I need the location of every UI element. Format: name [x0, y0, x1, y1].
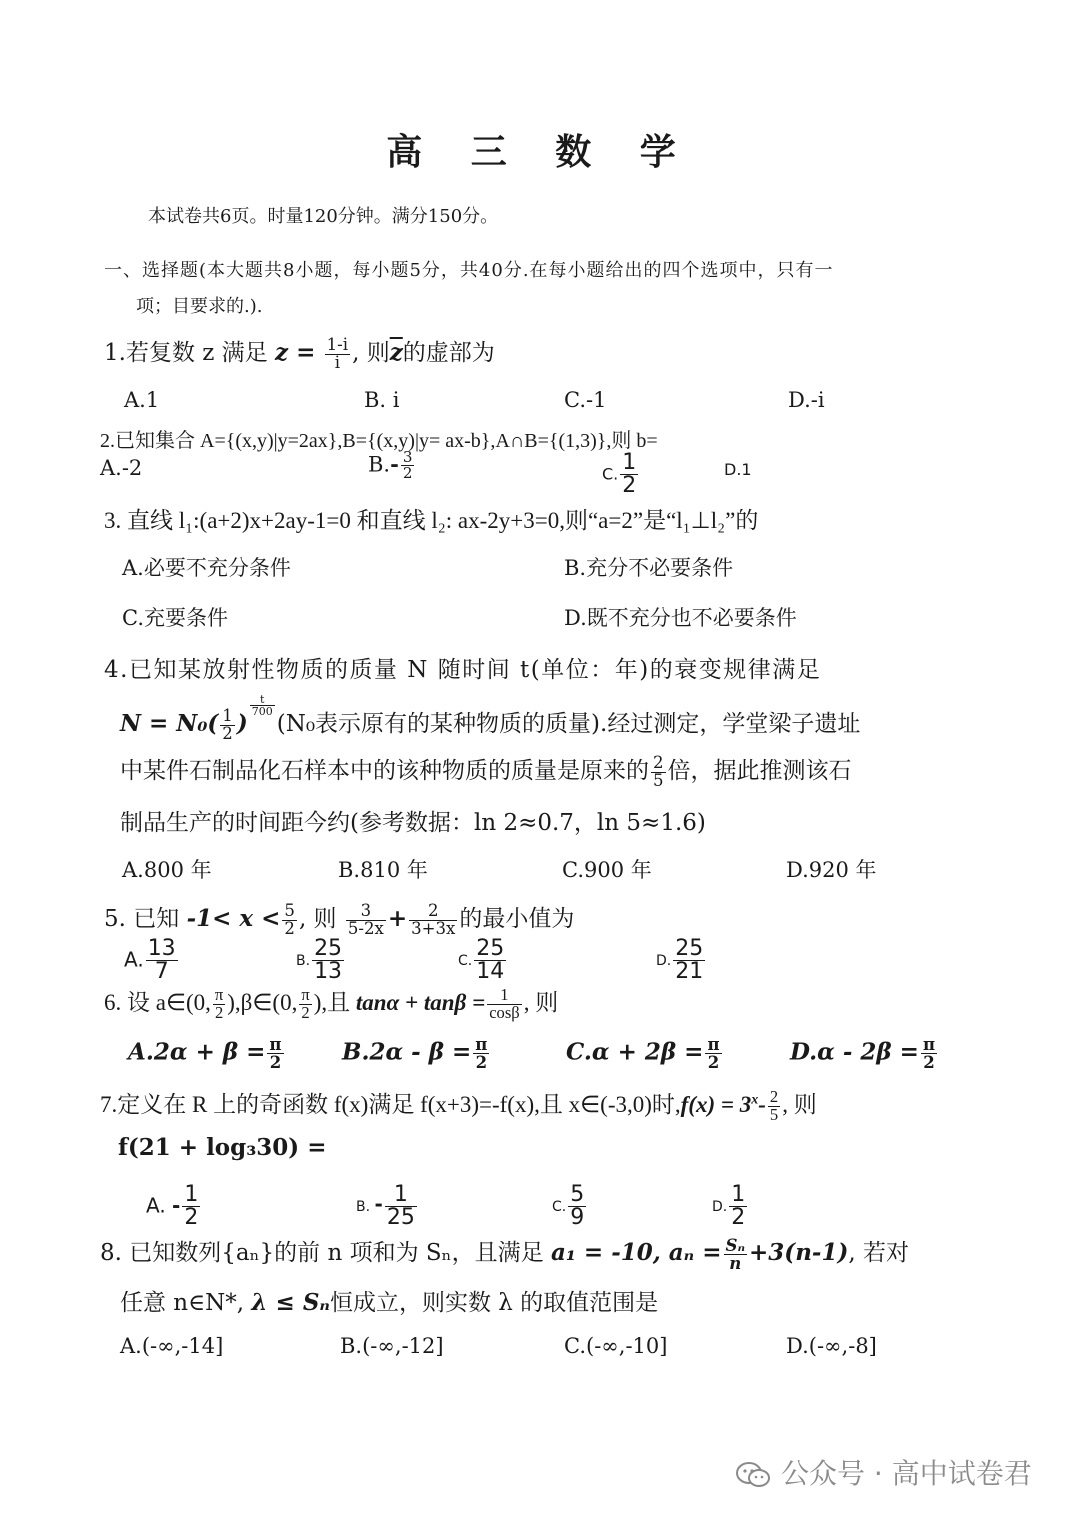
q5-option-c: C. $\frac{25}{14}$: [458, 936, 505, 985]
q5-option-b: B. $\frac{25}{13}$: [296, 936, 343, 985]
q1-option-a: A.1: [124, 388, 160, 412]
q1-option-b: B. i: [364, 388, 400, 412]
question-1-stem: 1.若复数 z 满足 z = $\frac{1-i}{i}$ , 则$\overline{z}$的虚部为: [104, 334, 495, 372]
question-7-stem: 7.定义在 R 上的奇函数 f(x)满足 f(x+3)=-f(x),且 x∈(-3,0)时$,f(x) = 3^x-$ $\frac{2}{5}$ , 则: [100, 1087, 817, 1125]
question-8-stem: 8. 已知数列{aₙ}的前 n 项和为 Sₙ，且满足 a₁ = -10, aₙ = $\frac{\text{Sₙ}}{n}$ +3(n-1), 若对: [100, 1234, 909, 1273]
q6-option-b: B.2α - β = $\frac{\pi}{2}$: [342, 1034, 488, 1072]
q4-option-a: A.800 年: [122, 858, 212, 882]
q7-option-b: B. - $\frac{1}{25}$: [356, 1182, 415, 1231]
section-heading-cont: 项；目要求的.).: [136, 296, 263, 317]
q7-option-c: C. $\frac{5}{9}$: [552, 1182, 585, 1231]
q6-option-c: C.α + 2β = $\frac{\pi}{2}$: [566, 1034, 720, 1072]
q8-option-d: D.(-∞,-8]: [786, 1334, 877, 1358]
q4-option-c: C.900 年: [562, 858, 652, 882]
q7-option-d: D. $\frac{1}{2}$: [712, 1182, 746, 1231]
q4-option-d: D.920 年: [786, 858, 877, 882]
question-4-line4: 制品生产的时间距今约(参考数据：ln 2≈0.7，ln 5≈1.6): [120, 810, 706, 836]
q3-option-b: B.充分不必要条件: [564, 556, 734, 580]
q2-option-b: B.- $\frac{3}{2}$: [368, 448, 413, 483]
exam-info: 本试卷共6页。时量120分钟。满分150分。: [148, 206, 499, 227]
question-4-line2: N = N₀( $\frac{1}{2}$ ) $^{\frac{t}{700}}$ (N₀表示原有的某种物质的质量).经过测定，学堂梁子遗址: [120, 693, 861, 743]
q7-option-a: A. - $\frac{1}{2}$: [146, 1182, 199, 1231]
q1-option-d: D.-i: [788, 388, 825, 412]
fraction: $\frac{1-i}{i}$: [326, 334, 349, 372]
question-5-stem: 5. 已知 -1< x < $\frac{5}{2}$ , 则 $\frac{3}{5-2x}$ + $\frac{2}{3+3x}$ 的最小值为: [104, 900, 575, 938]
question-4-line3: 中某件石制品化石样本中的该种物质的质量是原来的 $\frac{2}{5}$ 倍，据此推测该石: [120, 752, 852, 790]
q5-option-d: D. $\frac{25}{21}$: [656, 936, 704, 985]
q8-option-c: C.(-∞,-10]: [564, 1334, 668, 1358]
question-3-stem: 3. 直线 l₁:(a+2)x+2ay-1=0 和直线 l₂: ax-2y+3=0,则“a=2”是“l₁⊥l₂”的: [104, 508, 759, 533]
q4-option-b: B.810 年: [338, 858, 428, 882]
q2-option-a: A.-2: [100, 456, 143, 480]
watermark: 公众号 · 高中试卷君: [735, 1452, 1032, 1492]
q8-option-a: A.(-∞,-14]: [120, 1334, 224, 1358]
q2-option-c: C. $\frac{1}{2}$: [602, 450, 637, 499]
q3-option-a: A.必要不充分条件: [122, 556, 291, 580]
q8-option-b: B.(-∞,-12]: [340, 1334, 444, 1358]
q6-option-d: D.α - 2β = $\frac{\pi}{2}$: [790, 1034, 936, 1072]
q5-option-a: A. $\frac{13}{7}$: [124, 936, 176, 985]
question-8-line2: 任意 n∈N*, λ ≤ Sₙ恒成立，则实数 λ 的取值范围是: [120, 1289, 659, 1316]
q3-option-c: C.充要条件: [122, 606, 228, 630]
section-heading: 一、选择题(本大题共8小题，每小题5分，共40分.在每小题给出的四个选项中，只有一: [104, 260, 834, 281]
wechat-icon: [735, 1461, 771, 1489]
page-title: 高 三 数 学: [386, 131, 694, 173]
question-2-stem: 2.已知集合 A={(x,y)|y=2ax},B={(x,y)|y= ax-b},A∩B={(1,3)},则 b=: [100, 430, 658, 452]
question-7-line2: f(21 + log₃30) =: [118, 1134, 327, 1161]
q2-option-d: D.1: [724, 460, 752, 479]
q6-option-a: A.2α + β = $\frac{\pi}{2}$: [128, 1034, 282, 1072]
question-4-line1: 4.已知某放射性物质的质量 N 随时间 t(单位：年)的衰变规律满足: [104, 657, 822, 683]
q3-option-d: D.既不充分也不必要条件: [564, 606, 797, 630]
question-6-stem: 6. 设 a∈(0, $\frac{\pi}{2}$ ),β∈(0, $\frac{\pi}{2}$ ),且 tanα + tanβ = $\frac{1}{\cos\beta}$ , 则: [104, 985, 559, 1023]
q1-option-c: C.-1: [564, 388, 607, 412]
